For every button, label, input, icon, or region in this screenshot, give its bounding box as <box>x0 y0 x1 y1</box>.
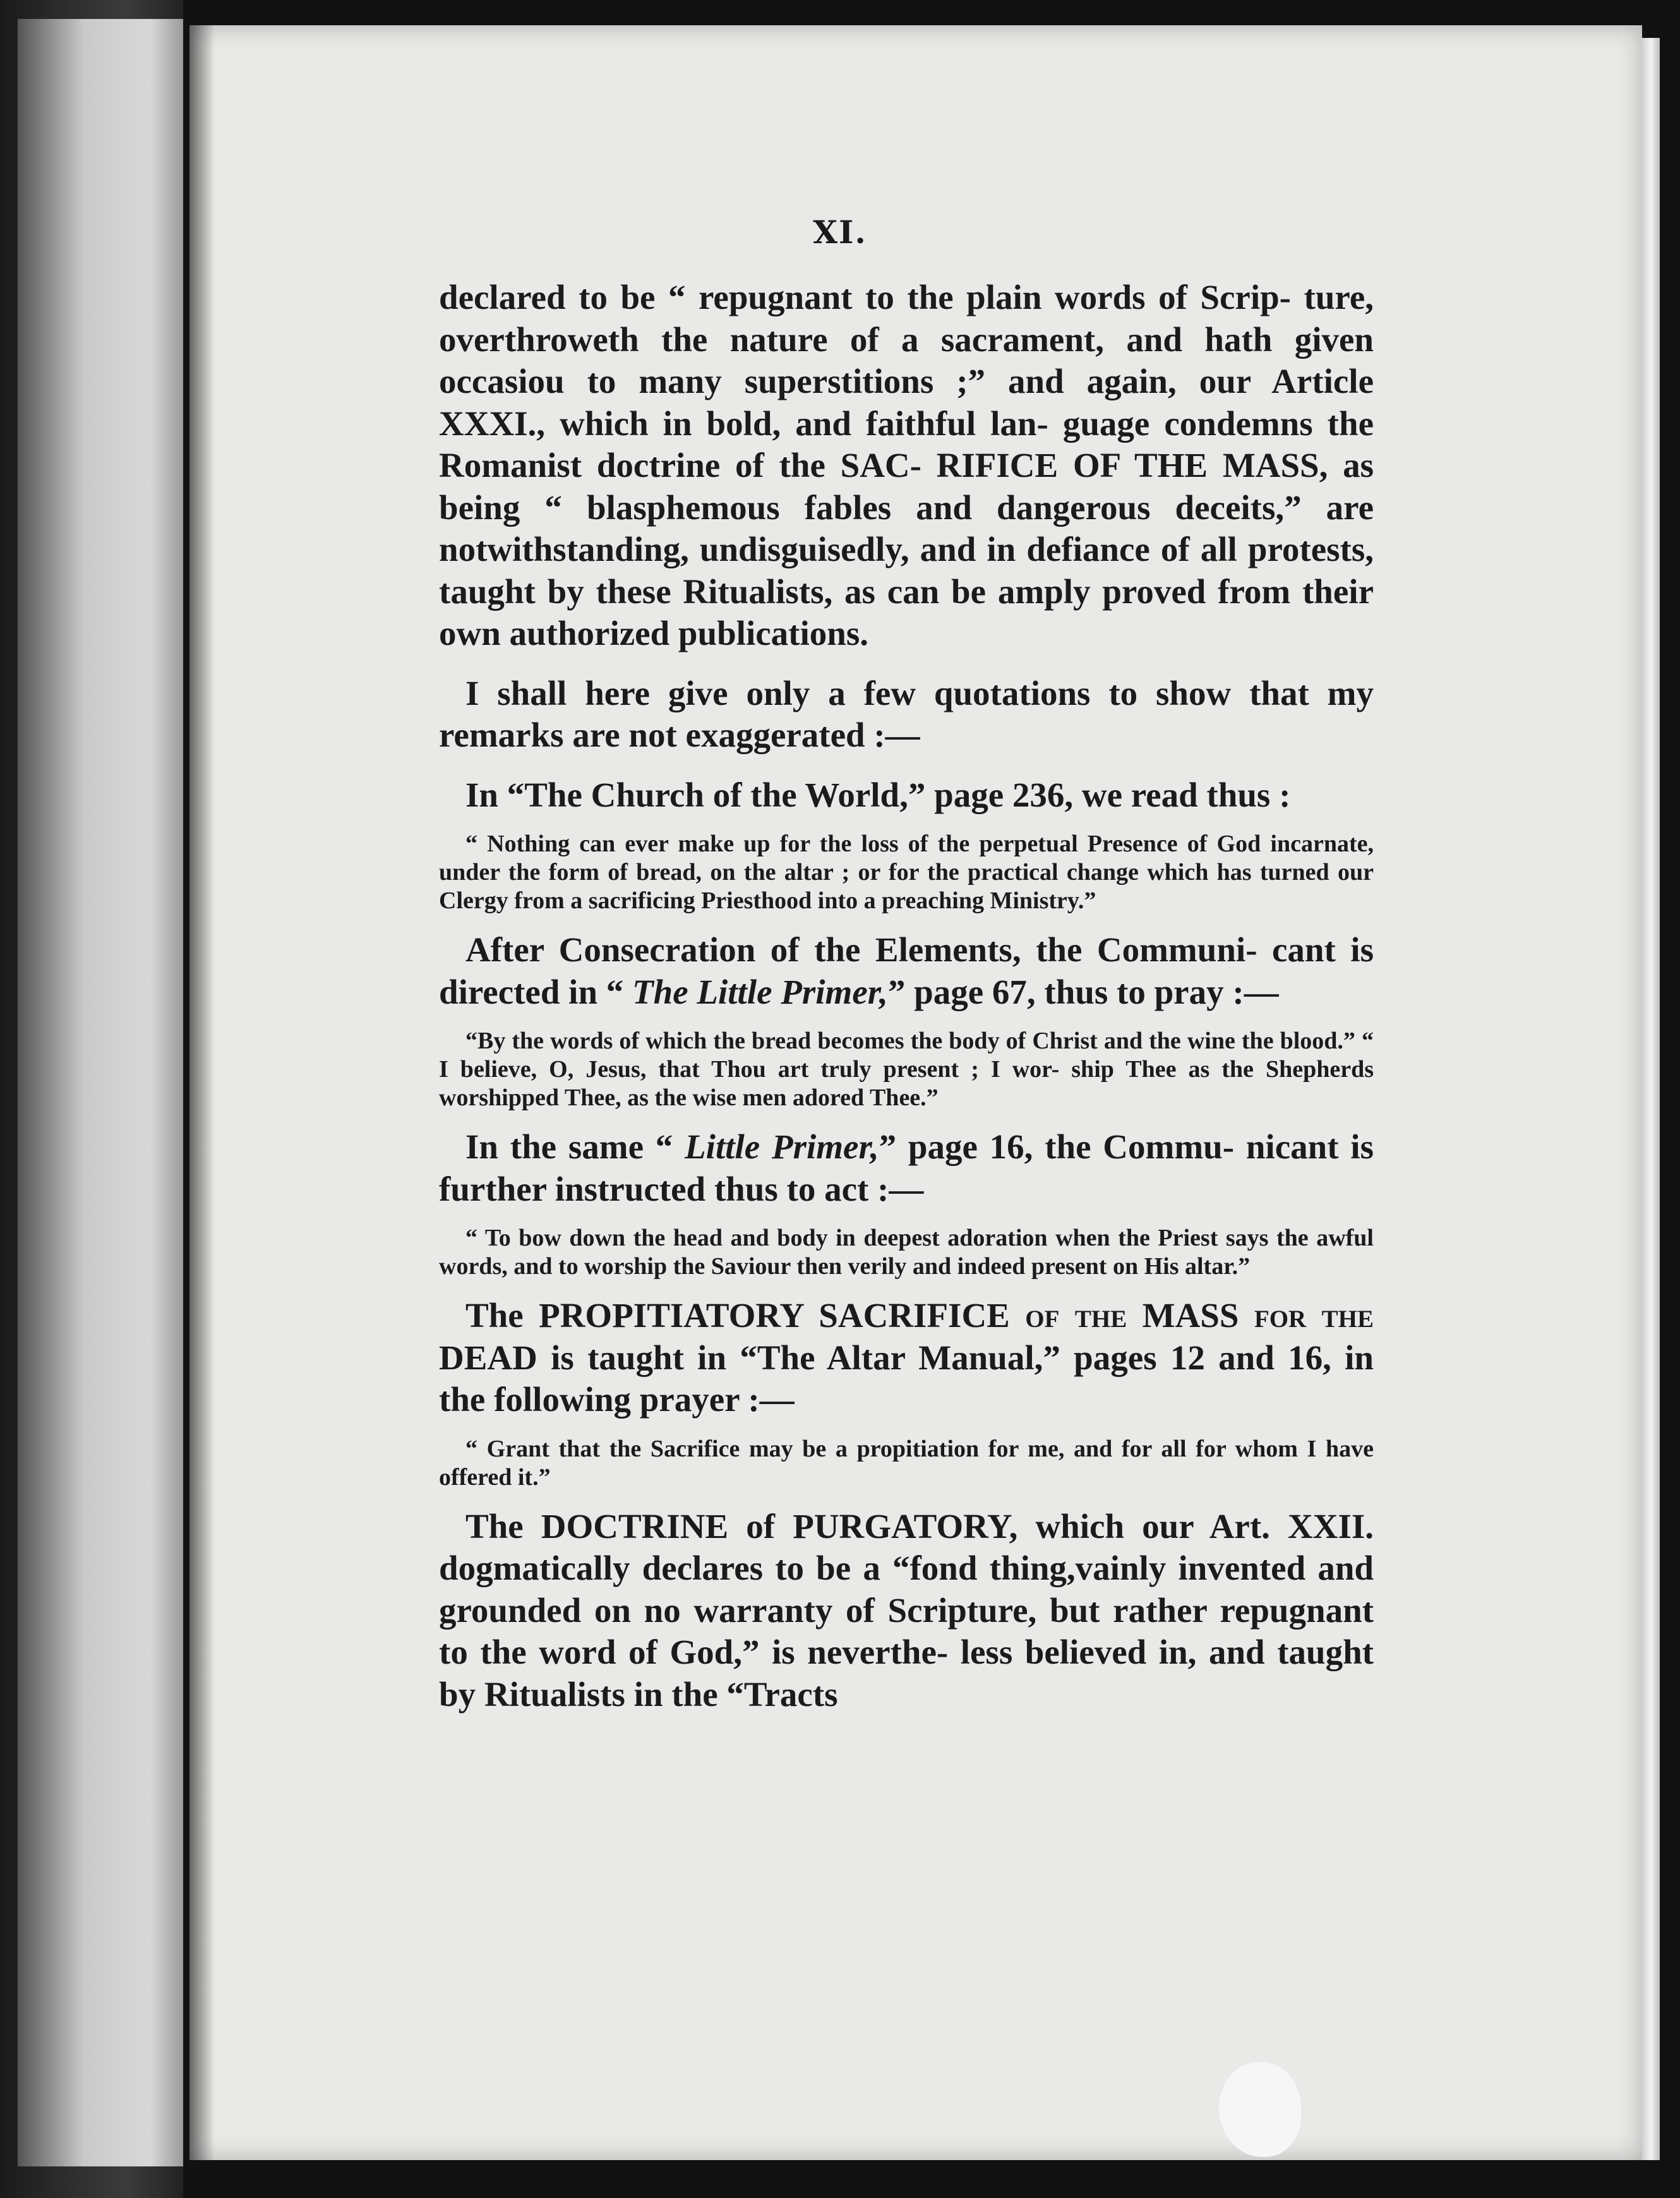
paragraph-6 <box>439 1295 1374 1421</box>
quotation-2: “By the words of which the bread becomes the body of Christ and the wine the blood.” “ I believe, O, Jesus, that Thou art truly present ; I wor- ship Thee as the Shepherds worshipped Thee, as the wise men adored Thee.” <box>439 1028 1374 1111</box>
paragraph-4-text-a: After Consecration of the Elements, the Communi- cant is directed in “ <box>439 930 1374 1011</box>
quotation-3: “ To bow down the head and body in deepest adoration when the Priest says the awful words, and to worship the Saviour then verily and indeed present on His altar.” <box>439 1225 1374 1280</box>
paragraph-6-text-a: The PROPITIATORY SACRIFICE <box>465 1296 1026 1335</box>
paragraph-5-text-b: ” page 16, the Commu- nicant is further instructed thus to act :— <box>439 1127 1374 1208</box>
paragraph-5-text-a: In the same “ <box>465 1127 685 1166</box>
paper-blot <box>1219 2062 1301 2157</box>
paragraph-2: I shall here give only a few quotations to show that my remarks are not exaggerated :— <box>439 673 1374 754</box>
gutter-shadow <box>189 25 215 2160</box>
paragraph-5 <box>439 1126 1374 1210</box>
page-number-header: XI. <box>813 213 867 251</box>
paragraph-7: The DOCTRINE of PURGATORY, which our Art. XXII. dogmatically declares to be a “fond thing,vainly invented and grounded on no warranty of Scripture, but rather repugnant to the word of God,” is neverthe- less believed in, and taught by Ritualists in the “Tracts <box>439 1506 1374 1714</box>
page-text <box>439 277 1374 1715</box>
page-right-edge <box>1642 38 1660 2160</box>
paragraph-3: In “The Church of the World,” page 236, we read thus : <box>465 775 1291 814</box>
quotation-1: “ Nothing can ever make up for the loss of the perpetual Presence of God incarnate, under the form of bread, on the altar ; or for the practical change which has turned our Clergy from a sacrificing Priesthood into a preaching Ministry.” <box>439 831 1374 914</box>
book-title-little-primer-2: Little Primer, <box>685 1127 879 1166</box>
paragraph-4-text-b: ” page 67, thus to pray :— <box>887 972 1279 1011</box>
paragraph-6-smallcaps-1: of the <box>1025 1296 1127 1335</box>
paragraph-1: declared to be “ repugnant to the plain words of Scrip- ture, overthroweth the nature of a sacrament, and hath given occasiou to many superstitions ;” and again, our Article XXXI., which in bold, and faithful lan- guage condemns the Romanist doctrine of the SAC- RIFICE OF THE MASS, as being “ blasphemous fables and dangerous deceits,” are notwithstanding, undisguisedly, and in defiance of all protests, taught by these Ritualists, as can be amply proved from their own authorized publications. <box>439 278 1374 652</box>
paragraph-6-smallcaps-2: for the <box>1254 1296 1374 1335</box>
paragraph-6-text-b: MASS <box>1127 1296 1254 1335</box>
paragraph-6-text-c: DEAD is taught in “The Altar Manual,” pages 12 and 16, in the following prayer :— <box>439 1338 1374 1419</box>
book-title-little-primer: The Little Primer, <box>632 972 888 1011</box>
quotation-4: “ Grant that the Sacrifice may be a propitiation for me, and for all for whom I have offered it.” <box>439 1435 1374 1491</box>
facing-page-edge <box>18 19 183 2166</box>
paragraph-4 <box>439 929 1374 1013</box>
